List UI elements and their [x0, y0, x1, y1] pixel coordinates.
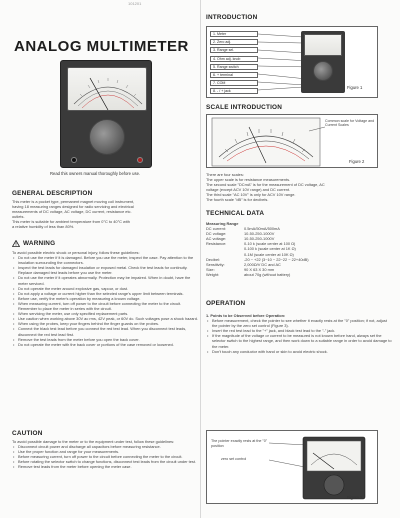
- scale-line: The second scale "DCmA" is for the measurement of DC voltage, AC: [206, 182, 325, 188]
- page-id: 101201: [128, 1, 142, 6]
- technical-key: Decibel:: [206, 256, 221, 262]
- warning-item: • When using the probes, keep your fingers behind the finger guards on the probes.: [12, 321, 198, 326]
- warning-item: • Do not use the meter if it is damaged. Before you use the meter, inspect the case. Pay attention to the insulation surrounding the connectors.: [12, 255, 198, 265]
- technical-value: 0-100 k (scale center at 1K Ω): [244, 246, 296, 252]
- figure-1-label: 2. Zero adj.: [210, 39, 258, 45]
- figure-2: [206, 114, 378, 168]
- figure-1: [206, 26, 378, 98]
- figure-3-note-zero: zero set control: [221, 457, 247, 461]
- figure-1-meter: [301, 31, 345, 93]
- caution-item: • Before measuring current, turn off power to the circuit before connecting the meter to the circuit.: [12, 454, 198, 459]
- technical-row: [206, 272, 392, 277]
- warning-item: • When servicing the meter, use only specified replacement parts.: [12, 311, 198, 316]
- figure-1-label: 1. Meter: [210, 31, 258, 37]
- figure-1-label: 4. Ohm adj. knob: [210, 56, 258, 62]
- caution-item: • Before rotating the selector switch to change functions, disconnect test leads from the circuit under test.: [12, 459, 198, 464]
- multimeter-illustration: [60, 60, 152, 168]
- figure-3-caption: Figure 3: [347, 495, 363, 500]
- figure-1-label: 8. - / + jack: [210, 88, 258, 94]
- scale-dial-graphic: [211, 117, 321, 167]
- warning-item: • Connect the black test lead before you connect the red test lead. When you disconnect test leads, disconnect the red test lead first.: [12, 326, 198, 336]
- technical-value: 10-50-250-1000V: [244, 231, 275, 237]
- page-fold: [200, 0, 201, 518]
- general-line: having 18 measuring ranges designed for radio servicing and electrical: [12, 204, 134, 210]
- general-heading: GENERAL DESCRIPTION: [12, 190, 93, 197]
- general-line: outlets.: [12, 214, 25, 220]
- technical-key: DC voltage:: [206, 231, 227, 237]
- operation-list: [206, 313, 392, 354]
- general-text: [12, 199, 198, 230]
- general-line: This meter is suitable for ambient temperature from 0°C to 40°C with: [12, 219, 130, 225]
- caution-intro: To avoid possible damage to the meter or to the equipment under test, follow these guidelines:: [12, 439, 175, 444]
- figure-1-caption: Figure 1: [347, 85, 363, 90]
- warning-heading-row: [12, 240, 55, 247]
- figure-1-label: 3. Range sel.: [210, 47, 258, 53]
- technical-key: DC current:: [206, 226, 226, 232]
- caution-item: • Remove test leads from the meter before opening the meter case.: [12, 464, 198, 469]
- operation-item: • Insert the red test lead to the "+" jack, and black test lead to the "-" jack.: [206, 328, 392, 333]
- warning-heading: WARNING: [23, 240, 56, 247]
- warning-item: • Do not operate the meter around explosive gas, vapour, or dust.: [12, 286, 198, 291]
- warning-item: • Do not use the meter if it operates abnormally. Protection may be impaired. When in doubt, have the meter serviced.: [12, 275, 198, 285]
- figure-1-label: 6. + terminal: [210, 72, 258, 78]
- operation-item: • Before measurement, check the pointer to see whether it exactly rests at the "0" position; if not, adjust the pointer by the zero set control (Figure 3).: [206, 318, 392, 328]
- meter-scale-graphic: [68, 68, 148, 112]
- warning-item: • Do not apply a voltage or current higher than the selected range's upper limit between terminals.: [12, 291, 198, 296]
- technical-table: [206, 221, 392, 277]
- technical-value: about 70g (without battery): [244, 271, 291, 277]
- figure-1-knob: [313, 61, 333, 81]
- technical-key: Weight:: [206, 271, 220, 277]
- scale-line: The fourth scale "dB" is for decibels.: [206, 197, 269, 203]
- warning-list: [12, 250, 198, 347]
- technical-value: 10-50-250-1000V: [244, 236, 275, 242]
- warning-item: • Remove the test leads from the meter before you open the back cover.: [12, 337, 198, 342]
- warning-intro: To avoid possible electric shock or personal injury, follow these guidelines:: [12, 250, 140, 255]
- operation-subheading: 1. Points to be Observed before Operation:: [206, 313, 286, 318]
- caution-heading: CAUTION: [12, 430, 43, 437]
- terminal-com: [71, 157, 77, 163]
- warning-item: • Inspect the test leads for damaged insulation or exposed metal. Check the test leads for continuity. Replace damaged test leads before you use the meter.: [12, 265, 198, 275]
- scale-line: There are four scales:: [206, 172, 244, 177]
- technical-heading: TECHNICAL DATA: [206, 210, 265, 217]
- technical-value: 2,000Ω/V DC and AC: [244, 261, 281, 267]
- meter-face: [67, 67, 147, 111]
- warning-item: • Do not operate the meter with the back cover or portions of the case removed or loosened.: [12, 342, 198, 347]
- warning-item: • When measuring current, turn off power to the circuit before connecting the meter to the circuit. Remember to place the meter in series with the circuit.: [12, 301, 198, 311]
- technical-value: 0-1M (scale center at 10K Ω): [244, 251, 294, 257]
- caution-item: • Use the proper function and range for your measurements.: [12, 449, 198, 454]
- figure-2-caption: Figure 2: [349, 159, 365, 164]
- figure-1-label: 5. Range switch: [210, 64, 258, 70]
- figure-3-graphic: [207, 431, 379, 505]
- figure-1-label: 7. COM: [210, 80, 258, 86]
- intro-heading: INTRODUCTION: [206, 14, 258, 21]
- scale-line: The third scale "AC 10V" is only for ACV 10V range.: [206, 192, 296, 198]
- operation-heading: OPERATION: [206, 300, 246, 307]
- operation-item: • If the magnitude of the voltage or current to be measured is not known before hand, always set the selector switch to the highest range, and then work down to a suitable range in order to avoid damage to the meter.: [206, 333, 392, 348]
- general-line: a relative humidity of less than 80%.: [12, 224, 75, 230]
- scale-line: The upper scale is for resistance measurements.: [206, 177, 291, 183]
- technical-key: Size:: [206, 266, 215, 272]
- terminal-plus: [137, 157, 143, 163]
- warning-item: • Use caution when working above 30V ac rms, 42V peak, or 60V dc. Such voltages pose a shock hazard.: [12, 316, 198, 321]
- general-line: measurements of DC voltage, AC voltage, DC current, resistance etc.: [12, 209, 132, 215]
- technical-value: 90 X 63 X 30 mm: [244, 266, 275, 272]
- cover-caption: Read this owners manual thoroughly before use.: [50, 171, 141, 176]
- technical-key: Resistance:: [206, 241, 227, 247]
- product-title: ANALOG MULTIMETER: [14, 38, 189, 55]
- operation-item: • Don't touch any conductor with hand or skin to avoid electric shock.: [206, 349, 392, 354]
- scale-line: voltage (except ACV 10V range) and DC current.: [206, 187, 291, 193]
- figure-3-note-pointer: The pointer exactly rests at the "0" position: [211, 439, 268, 448]
- range-selector-knob: [89, 119, 125, 155]
- figure-3: [206, 430, 378, 504]
- technical-key: AC voltage:: [206, 236, 227, 242]
- technical-subheading: Measuring Range: [206, 221, 239, 226]
- technical-value: 0-10 k (scale center at 100 Ω): [244, 241, 296, 247]
- warning-triangle-icon: [12, 240, 20, 247]
- scale-heading: SCALE INTRODUCTION: [206, 104, 283, 111]
- technical-value: 0.5mA/50mA/500mA: [244, 226, 280, 232]
- warning-item: • Before use, verify the meter's operation by measuring a known voltage.: [12, 296, 198, 301]
- scale-text: [206, 172, 392, 203]
- general-line: This meter is a pocket type, permanent magnet moving coil instrument,: [12, 199, 135, 204]
- technical-key: Sensitivity:: [206, 261, 225, 267]
- scale-note: Common scale for Voltage and Current Scales: [325, 119, 375, 128]
- caution-item: • Disconnect circuit power and discharge all capacitors before measuring resistance.: [12, 444, 198, 449]
- technical-value: -20 ~ +22 (3~10 ~ 22~22 ~ 22+40dB): [244, 256, 309, 262]
- figure-1-meter-face: [304, 34, 342, 56]
- caution-list: [12, 439, 198, 470]
